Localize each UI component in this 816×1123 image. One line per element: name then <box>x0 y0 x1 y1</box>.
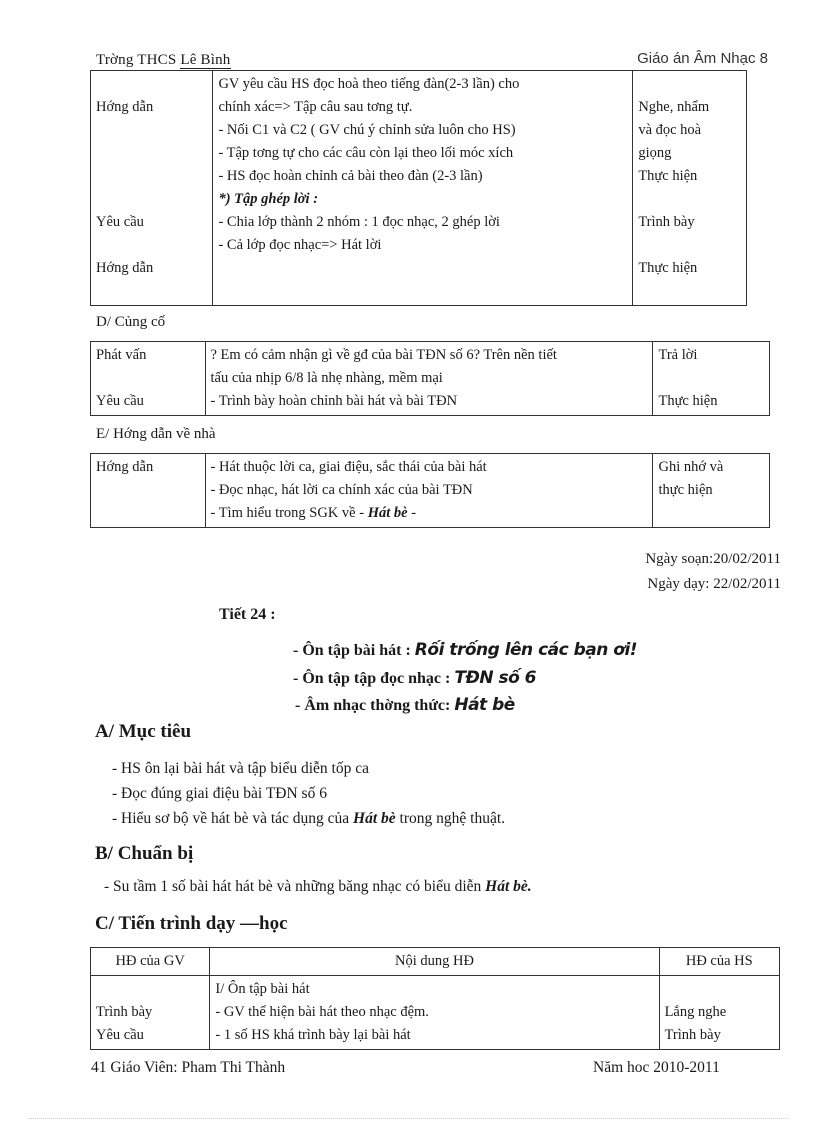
section-b-heading: B/ Chuẩn bị <box>95 843 194 864</box>
page-bottom-rule <box>28 1118 788 1119</box>
header-school-name: Lê Bình <box>180 52 231 68</box>
procedure-content-cell: I/ Ôn tập bài hát - GV thể hiện bài hát theo nhạc đệm. - 1 số HS khá trình bày lại bài hát <box>210 976 659 1050</box>
footer-year: Năm hoc 2010-2011 <box>593 1059 720 1076</box>
objective-2: - Đọc đúng giai điệu bài TĐN số 6 <box>112 785 327 802</box>
section-a-heading: A/ Mục tiêu <box>95 721 192 742</box>
section-d-heading: D/ Củng cố <box>96 314 166 330</box>
preparation-text: - Su tầm 1 số bài hát hát bè và những băng nhạc có biểu diễn Hát bè. <box>104 878 532 895</box>
col-header-student: HĐ của HS <box>659 948 779 976</box>
section-c-heading: C/ Tiến trình dạy —học <box>95 913 288 934</box>
header-school <box>96 52 231 69</box>
consolidation-content: ? Em có cảm nhận gì về gđ của bài TĐN số 6? Trên nền tiết tấu của nhịp 6/8 là nhẹ nhàng, mềm mại - Trình bày hoàn chỉnh bài hát và bài TĐN <box>205 342 653 416</box>
lesson-period: Tiết 24 : <box>219 606 276 623</box>
consolidation-left: Phát vấn Yêu cầu <box>91 342 206 416</box>
date-taught: Ngày dạy: 22/02/2011 <box>647 576 781 592</box>
lesson-line-1: - Ôn tập bài hát : Rối trống lên các bạn ơi! <box>293 640 638 660</box>
objective-3: - Hiểu sơ bộ về hát bè và tác dụng của Hát bè trong nghệ thuật. <box>112 810 506 827</box>
student-activity-cell: Nghe, nhẩm và đọc hoà giọng Thực hiện Trình bày Thực hiện <box>633 71 747 306</box>
section-e-heading: E/ Hớng dẫn về nhà <box>96 426 216 442</box>
header-school-prefix: Trờng THCS <box>96 52 181 68</box>
teacher-activity-cell: Hớng dẫn Yêu cầu Hớng dẫn <box>91 71 213 306</box>
homework-right: Ghi nhớ và thực hiện <box>653 454 770 528</box>
homework-table <box>90 453 770 528</box>
procedure-student-cell: Lắng nghe Trình bày <box>659 976 779 1050</box>
procedure-table <box>90 947 780 1050</box>
activity-table-continued <box>90 70 747 306</box>
consolidation-right: Trả lời Thực hiện <box>653 342 770 416</box>
procedure-teacher-cell: Trình bày Yêu cầu <box>91 976 210 1050</box>
date-prepared: Ngày soạn:20/02/2011 <box>645 551 781 567</box>
objective-1: - HS ôn lại bài hát và tập biểu diễn tốp ca <box>112 760 369 777</box>
homework-left: Hớng dẫn <box>91 454 206 528</box>
content-cell: GV yêu cầu HS đọc hoà theo tiếng đàn(2-3 lần) cho chính xác=> Tập câu sau tơng tự. - Nối C1 và C2 ( GV chú ý chỉnh sửa luôn cho HS) - Tập tơng tự cho các câu còn lại theo lối móc xích - HS đọc hoàn chỉnh cả bài theo đàn (2-3 lần) *) Tập ghép lời : - Chia lớp thành 2 nhóm : 1 đọc nhạc, 2 ghép lời - Cả lớp đọc nhạc=> Hát lời <box>213 71 633 306</box>
col-header-content: Nội dung HĐ <box>210 948 659 976</box>
consolidation-table <box>90 341 770 416</box>
lesson-line-2: - Ôn tập tập đọc nhạc : TĐN số 6 <box>293 668 537 688</box>
homework-content: - Hát thuộc lời ca, giai điệu, sắc thái của bài hát - Đọc nhạc, hát lời ca chính xác của bài TĐN - Tìm hiểu trong SGK về - Hát bè - <box>205 454 653 528</box>
header-subject: Giáo án Âm Nhạc 8 <box>637 50 768 67</box>
lesson-line-3: - Âm nhạc thờng thức: Hát bè <box>295 695 515 715</box>
footer-teacher: 41 Giáo Viên: Pham Thi Thành <box>91 1059 286 1076</box>
col-header-teacher: HĐ của GV <box>91 948 210 976</box>
